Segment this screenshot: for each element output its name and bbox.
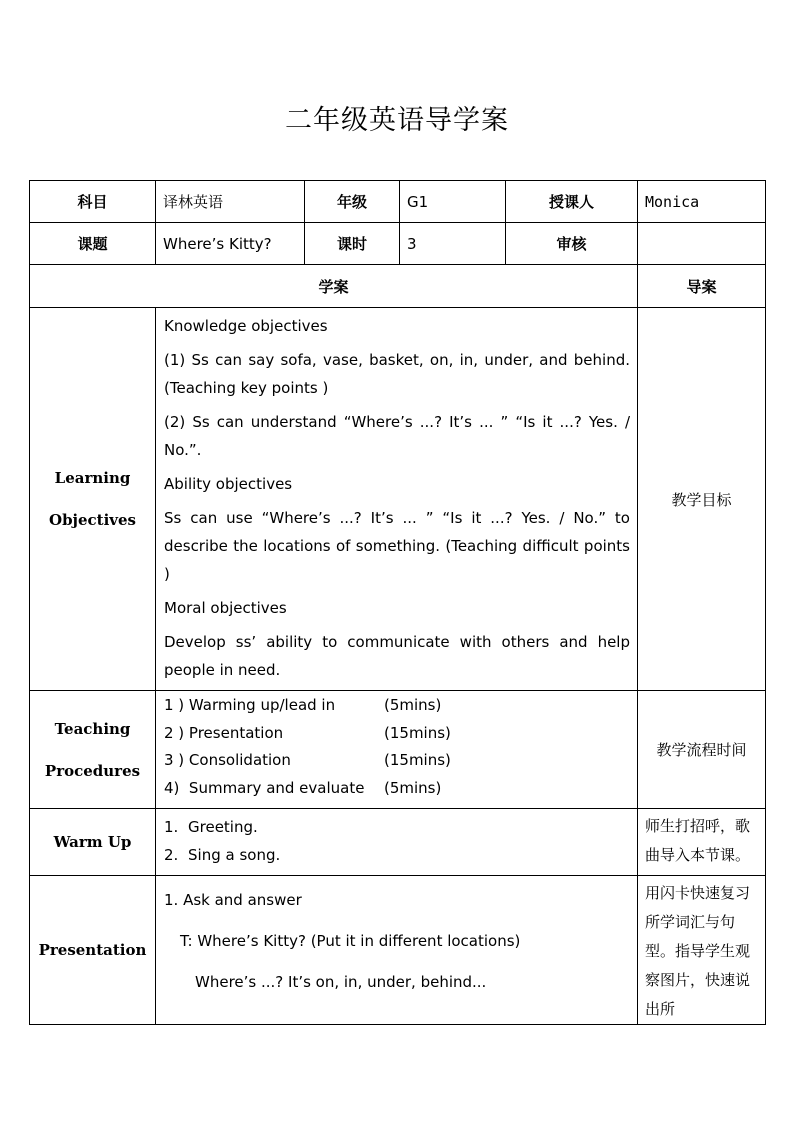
teacher-label: 授课人 (506, 181, 638, 223)
presentation-line-2: T: Where’s Kitty? (Put it in different locations) (180, 932, 521, 950)
objectives-label-line1: Learning (54, 469, 131, 487)
topic-label: 课题 (30, 223, 156, 265)
objectives-label-line2: Objectives (49, 511, 136, 529)
presentation-line-3: Where’s ...? It’s on, in, under, behind... (195, 973, 487, 991)
presentation-line-1: 1. Ask and answer (164, 891, 302, 909)
subject-value: 译林英语 (156, 181, 305, 223)
procedure-step-name: 3 ) Consolidation (164, 751, 291, 769)
info-row-1 (30, 181, 766, 223)
plan-column-header: 学案 (30, 265, 638, 308)
procedure-step-name: 4) Summary and evaluate (164, 778, 365, 797)
procedures-row (30, 691, 766, 809)
warmup-label: Warm Up (30, 809, 156, 876)
subject-label: 科目 (30, 181, 156, 223)
review-label: 审核 (506, 223, 638, 265)
list-item-number: 2. (164, 846, 179, 864)
ability-heading: Ability objectives (164, 475, 293, 493)
period-value: 3 (400, 223, 506, 265)
review-value (638, 223, 766, 265)
presentation-row (30, 876, 766, 1025)
procedure-step-name: 1 ) Warming up/lead in (164, 696, 336, 714)
presentation-label: Presentation (30, 876, 156, 1025)
ability-item-1: Ss can use “Where’s ...? It’s ... ” “Is it ...? Yes. / No.” to describe the locations of something. (Teaching difficult points ) (164, 509, 630, 583)
teacher-value: Monica (638, 181, 766, 223)
column-header-row (30, 265, 766, 308)
warmup-row (30, 809, 766, 876)
procedures-label-line1: Teaching (54, 719, 131, 738)
procedure-step (164, 775, 630, 803)
procedure-step-time: (15mins) (384, 751, 451, 769)
lesson-plan-table (29, 180, 766, 1025)
procedures-content (156, 691, 638, 809)
period-label: 课时 (305, 223, 400, 265)
objectives-row (30, 308, 766, 691)
warmup-guide: 师生打招呼，歌曲导入本节课。 (638, 809, 766, 876)
procedures-label (30, 691, 156, 809)
warmup-content (156, 809, 638, 876)
procedure-step (164, 747, 630, 775)
grade-value: G1 (400, 181, 506, 223)
presentation-content (156, 876, 638, 1025)
moral-heading: Moral objectives (164, 599, 287, 617)
list-item-text: Greeting. (188, 818, 258, 836)
knowledge-item-1: (1) Ss can say sofa, vase, basket, on, in, under, and behind. (Teaching key points ) (164, 351, 630, 397)
objectives-content (156, 308, 638, 691)
procedure-step (164, 692, 630, 720)
procedures-label-line2: Procedures (44, 761, 141, 780)
info-row-2 (30, 223, 766, 265)
knowledge-heading: Knowledge objectives (164, 317, 328, 335)
list-item-number: 1. (164, 818, 179, 836)
topic-value: Where’s Kitty? (156, 223, 305, 265)
objectives-guide: 教学目标 (638, 308, 766, 691)
moral-item-1: Develop ss’ ability to communicate with others and help people in need. (164, 633, 630, 679)
procedure-step (164, 720, 630, 748)
grade-label: 年级 (305, 181, 400, 223)
procedure-step-time: (15mins) (384, 723, 451, 742)
presentation-guide: 用闪卡快速复习所学词汇与句型。指导学生观察图片，快速说出所 (638, 876, 766, 1025)
list-item (164, 841, 630, 869)
guide-column-header: 导案 (638, 265, 766, 308)
list-item-text: Sing a song. (188, 846, 281, 864)
objectives-label (30, 308, 156, 691)
document-title: 二年级英语导学案 (285, 105, 509, 136)
procedure-step-time: (5mins) (384, 696, 442, 714)
procedure-step-name: 2 ) Presentation (164, 723, 284, 742)
procedure-step-time: (5mins) (384, 778, 442, 797)
list-item (164, 813, 630, 841)
knowledge-item-2: (2) Ss can understand “Where’s ...? It’s ... ” “Is it ...? Yes. / No.”. (164, 413, 630, 459)
procedures-guide: 教学流程时间 (638, 691, 766, 809)
